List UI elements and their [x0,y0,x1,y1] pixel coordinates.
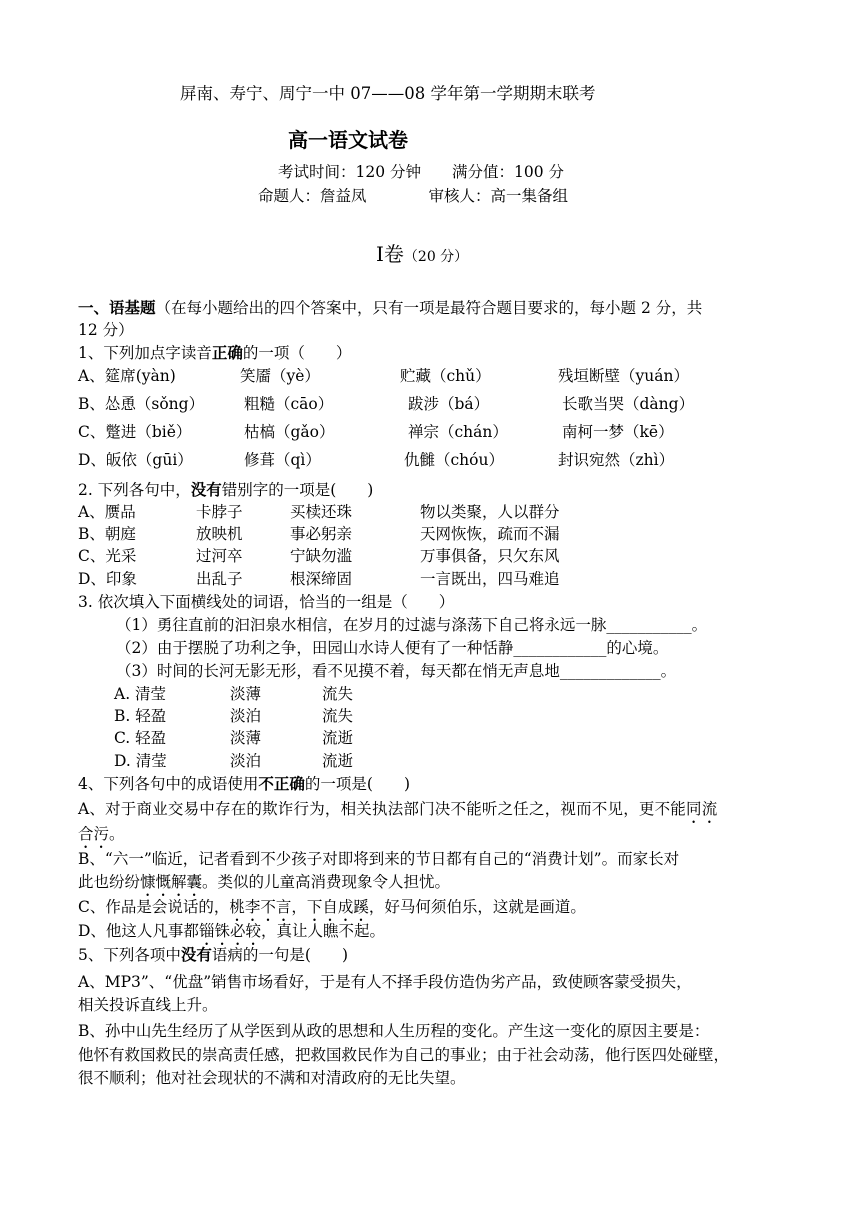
q1-stem-bold: 正确 [211,343,243,362]
q1-b-1: B、怂恿（sǒng） [78,395,205,413]
q2-stem-bold: 没有 [190,480,222,499]
q1-a-4: 残垣断壁（yuán） [558,367,689,385]
q3-a-1: A. 清莹 [114,685,167,703]
q5-option-b-line1: B、孙中山先生经历了从学医到从政的思想和人生历程的变化。产生这一变化的原因主要是： [78,1022,710,1040]
q2-d-1: D、印象 [78,570,137,588]
q3-b-2: 淡泊 [230,707,262,725]
q2-d-2: 出乱子 [196,570,243,588]
q3-stem: 3. 依次填入下面横线处的词语，恰当的一组是（ ） [78,593,455,611]
section-title [376,238,468,267]
q4-c-post: ，好马何须伯乐，这就是画道。 [368,898,586,916]
q4-a-dotted-2: 合污 [78,825,110,843]
q2-b-2: 放映机 [196,525,243,543]
q5-option-a-line1: A、MP3”、“优盘”销售市场看好，于是有人不择手段仿造伪劣产品，致使顾客蒙受损失， [78,973,692,991]
q1-stem-a: 1、下列加点字读音 [78,344,212,362]
q4-b-post: 。类似的儿童高消费现象令人担忧。 [202,873,451,891]
q2-b-1: B、朝庭 [78,525,136,543]
q2-a-1: A、赝品 [78,503,136,521]
q1-b-2: 粗糙（cāo） [244,395,334,413]
q5-option-b-line2: 他怀有救国救民的崇高责任感，把救国救民作为自己的事业；由于社会动荡，他行医四处碰壁， [78,1046,730,1064]
q3-c-1: C. 轻盈 [114,729,167,747]
q1-c-1: C、蹩进（biě） [78,423,192,441]
q5-option-a-line2: 相关投诉直线上升。 [78,996,218,1014]
q3-sentence-1: （1）勇往直前的汩汩泉水相信，在岁月的过滤与涤荡下自己将永远一脉___________。 [116,616,708,634]
q2-b-3: 事必躬亲 [290,525,353,543]
exam-time-info: 考试时间：120 分钟 满分值：100 分 [278,163,565,181]
q1-a-1: A、筵席(yàn) [78,367,176,385]
q2-stem [78,478,373,500]
q1-b-3: 跋涉（bá） [408,395,490,413]
q3-d-1: D. 清莹 [114,752,167,770]
q4-stem [78,772,410,794]
q2-c-2: 过河卒 [196,547,243,565]
q1-b-4: 长歌当哭（dàng） [562,395,695,413]
q4-d-post: ，真让人瞧不起。 [260,922,385,940]
q2-a-2: 卡脖子 [196,503,243,521]
q4-option-b-line1: B、“六一”临近，记者看到不少孩子对即将到来的节日都有自己的“消费计划”。而家长对 [78,850,680,868]
q2-b-4: 天网恢恢，疏而不漏 [420,525,560,543]
section-score: （20 分） [403,249,469,265]
q1-stem-c: 的一项（ ） [242,344,352,362]
q1-d-2: 修葺（qì） [244,451,321,469]
q5-stem-a: 5、下列各项中 [78,946,181,964]
q5-stem-c: 语病的一句是( ) [211,946,348,964]
q3-sentence-2: （2）由于摆脱了功利之争，田园山水诗人便有了一种恬静____________的心境。 [116,639,669,657]
q1-d-4: 封识宛然（zhì） [558,451,675,469]
q4-stem-c: 的一项是( ) [304,775,410,793]
q3-a-2: 淡薄 [230,685,262,703]
q4-d-dotted: 锱铢必较 [198,922,261,940]
q4-option-a-line1 [78,797,717,827]
q4-b-dotted: 慷慨解囊 [140,873,203,891]
q3-c-3: 流逝 [322,729,354,747]
q2-d-3: 根深缔固 [290,570,353,588]
q1-c-3: 禅宗（chán） [408,423,508,441]
q3-a-3: 流失 [322,685,354,703]
q3-b-1: B. 轻盈 [114,707,167,725]
exam-author-info: 命题人：詹益凤 审核人：高一集备组 [258,187,569,205]
exam-title: 屏南、寿宁、周宁一中 07——08 学年第一学期期末联考 [180,84,596,103]
q4-a-dotted-1: 同流 [686,800,718,818]
q1-d-3: 仇雠（chóu） [404,451,504,469]
part1-heading-cont: 12 分） [78,321,134,339]
q3-c-2: 淡薄 [230,729,262,747]
q4-stem-a: 4、下列各句中的成语使用 [78,775,259,793]
q2-stem-c: 错别字的一项是( ) [221,481,374,499]
q1-c-2: 枯槁（gǎo） [244,423,335,441]
q3-d-2: 淡泊 [230,752,262,770]
q1-d-1: D、皈依（gūi） [78,451,193,469]
q5-option-b-line3: 很不顺利；他对社会现状的不满和对清政府的无比失望。 [78,1069,466,1087]
part1-heading-text: （在每小题给出的四个答案中，只有一项是最符合题目要求的，每小题 2 分，共 [155,299,703,317]
q1-c-4: 南柯一梦（kē） [562,423,674,441]
q2-a-4: 物以类聚，人以群分 [420,503,560,521]
q2-c-3: 宁缺勿滥 [290,547,353,565]
q4-d-pre: D、他这人凡事都 [78,922,199,940]
q4-a-pre: A、对于商业交易中存在的欺诈行为，相关执法部门决不能听之任之，视而不见，更不能 [78,800,686,818]
q4-stem-bold: 不正确 [258,774,305,793]
q3-b-3: 流失 [322,707,354,725]
q2-c-4: 万事俱备，只欠东风 [420,547,560,565]
q4-c-dotted: 桃李不言，下自成蹊 [229,898,369,916]
q3-d-3: 流逝 [322,752,354,770]
q2-a-3: 买椟还珠 [290,503,353,521]
q2-d-4: 一言既出，四马难追 [420,570,560,588]
section-title-main: Ⅰ卷 [376,242,404,266]
q2-stem-a: 2. 下列各句中， [78,481,191,499]
subject-title: 高一语文试卷 [288,128,408,152]
q4-c-pre: C、作品是会说话的， [78,898,230,916]
q5-stem [78,943,348,965]
q3-sentence-3: （3）时间的长河无影无形，看不见摸不着，每天都在悄无声息地_____________。 [116,662,677,680]
part1-heading [78,296,702,318]
q2-c-1: C、光采 [78,547,137,565]
part1-heading-bold: 一、语基题 [78,298,156,317]
q4-a-post: 。 [109,825,125,843]
q4-b-pre: 此也纷纷 [78,873,141,891]
q1-stem [78,341,351,363]
q1-a-3: 贮藏（chǔ） [400,367,491,385]
q5-stem-bold: 没有 [180,945,212,964]
q1-a-2: 笑靥（yè） [240,367,320,385]
